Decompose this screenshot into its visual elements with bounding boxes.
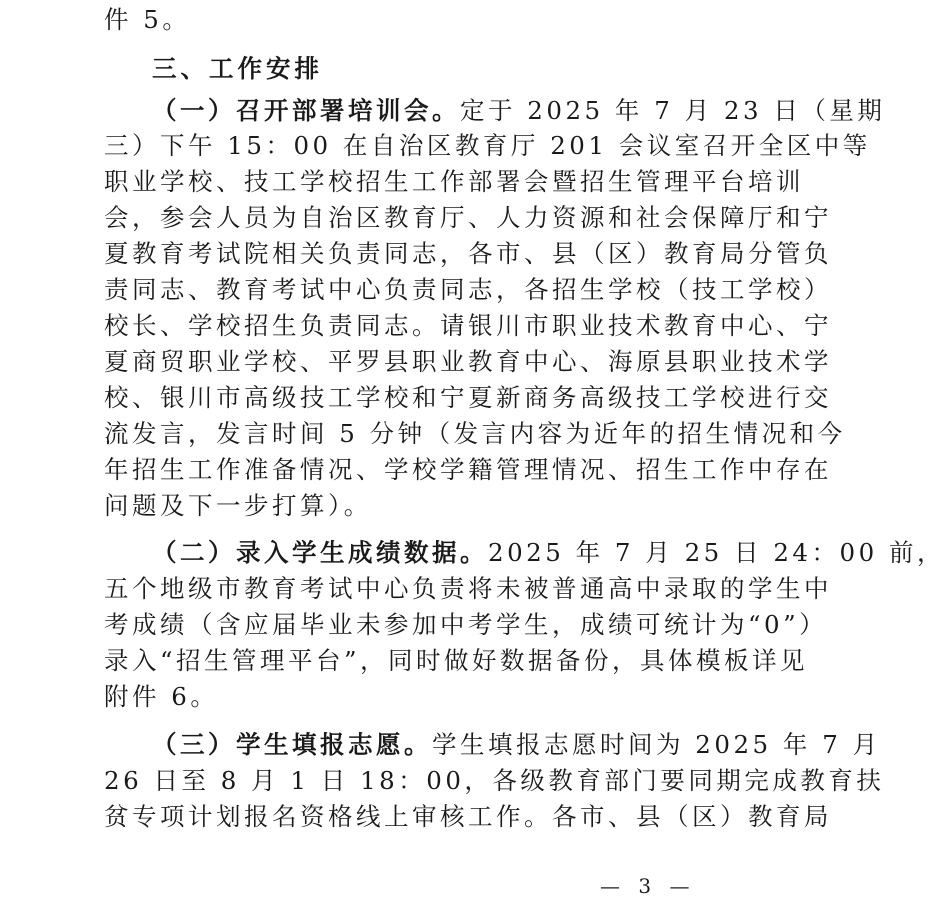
item-2-line-3: 考成绩（含应届毕业未参加中考学生，成绩可统计为“0”） [104,610,828,639]
item-2-label: （二）录入学生成绩数据。 [152,538,488,567]
item-2-line-4: 录入“招生管理平台”，同时做好数据备份，具体模板详见 [104,646,809,675]
item-1-line-4: 会，参会人员为自治区教育厅、人力资源和社会保障厅和宁 [104,203,832,232]
item-1-line-8: 夏商贸职业学校、平罗县职业教育中心、海原县职业技术学 [104,347,832,376]
item-2-line-2: 五个地级市教育考试中心负责将未被普通高中录取的学生中 [104,574,832,603]
item-3-label: （三）学生填报志愿。 [152,730,432,759]
item-1-line-1: 定于 2025 年 7 月 23 日（星期 [460,96,886,125]
item-1-line-9: 校、银川市高级技工学校和宁夏新商务高级技工学校进行交 [104,383,832,412]
item-1-line-12: 问题及下一步打算）。 [104,491,372,520]
item-1-line-3: 职业学校、技工学校招生工作部署会暨招生管理平台培训 [104,167,804,196]
item-3-line-2: 26 日至 8 月 1 日 18：00，各级教育部门要同期完成教育扶 [104,766,885,795]
section-heading: 三、工作安排 [152,54,323,83]
item-1-label: （一）召开部署培训会。 [152,96,460,125]
page-number: — 3 — [600,874,696,898]
previous-paragraph-tail: 件 5。 [104,5,191,34]
item-2-first-line [152,538,945,567]
item-1-line-5: 夏教育考试院相关负责同志，各市、县（区）教育局分管负 [104,239,832,268]
item-3-first-line [152,730,881,759]
item-1-line-6: 责同志、教育考试中心负责同志，各招生学校（技工学校） [104,275,832,304]
item-3-line-1: 学生填报志愿时间为 2025 年 7 月 [432,730,881,759]
item-2-line-1: 2025 年 7 月 25 日 24：00 前， [488,538,945,567]
item-1-line-7: 校长、学校招生负责同志。请银川市职业技术教育中心、宁 [104,311,832,340]
item-1-line-10: 流发言，发言时间 5 分钟（发言内容为近年的招生情况和今 [104,419,846,448]
item-1-first-line [152,96,886,125]
item-1-line-11: 年招生工作准备情况、学校学籍管理情况、招生工作中存在 [104,455,832,484]
item-2-line-5: 附件 6。 [104,682,219,711]
item-1-line-2: 三）下午 15：00 在自治区教育厅 201 会议室召开全区中等 [104,131,871,160]
item-3-line-3: 贫专项计划报名资格线上审核工作。各市、县（区）教育局 [104,802,832,831]
